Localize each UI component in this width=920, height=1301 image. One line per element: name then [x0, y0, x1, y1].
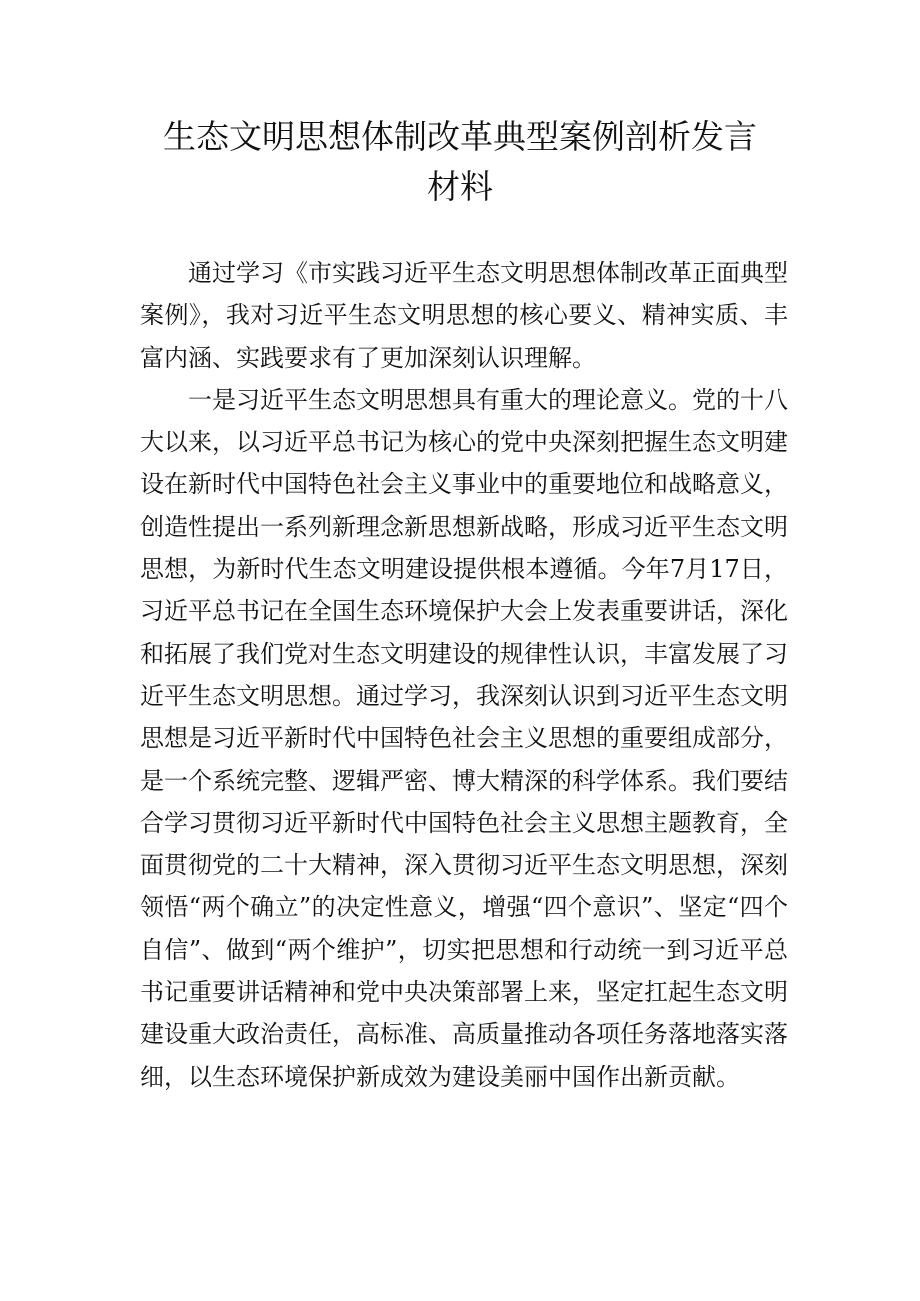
title-line-1: 生态文明思想体制改革典型案例剖析发言	[163, 117, 757, 156]
document-body	[140, 252, 788, 1098]
document-title	[120, 112, 800, 212]
paragraph-theory: 一是习近平生态文明思想具有重大的理论意义。党的十八大以来，以习近平总书记为核心的党中央深刻把握生态文明建设在新时代中国特色社会主义事业中的重要地位和战略意义，创造性提出一系列新理念新思想新战略，形成习近平生态文明思想，为新时代生态文明建设提供根本遵循。今年7月17日，习近平总书记在全国生态环境保护大会上发表重要讲话，深化和拓展了我们党对生态文明建设的规律性认识，丰富发展了习近平生态文明思想。通过学习，我深刻认识到习近平生态文明思想是习近平新时代中国特色社会主义思想的重要组成部分，是一个系统完整、逻辑严密、博大精深的科学体系。我们要结合学习贯彻习近平新时代中国特色社会主义思想主题教育，全面贯彻党的二十大精神，深入贯彻习近平生态文明思想，深刻领悟“两个确立”的决定性意义，增强“四个意识”、坚定“四个自信”、做到“两个维护”，切实把思想和行动统一到习近平总书记重要讲话精神和党中央决策部署上来，坚定扛起生态文明建设重大政治责任，高标准、高质量推动各项任务落地落实落细，以生态环境保护新成效为建设美丽中国作出新贡献。	[140, 385, 788, 1091]
title-line-2: 材料	[427, 167, 493, 206]
paragraph-intro: 通过学习《市实践习近平生态文明思想体制改革正面典型案例》，我对习近平生态文明思想的核心要义、精神实质、丰富内涵、实践要求有了更加深刻认识理解。	[140, 259, 788, 372]
